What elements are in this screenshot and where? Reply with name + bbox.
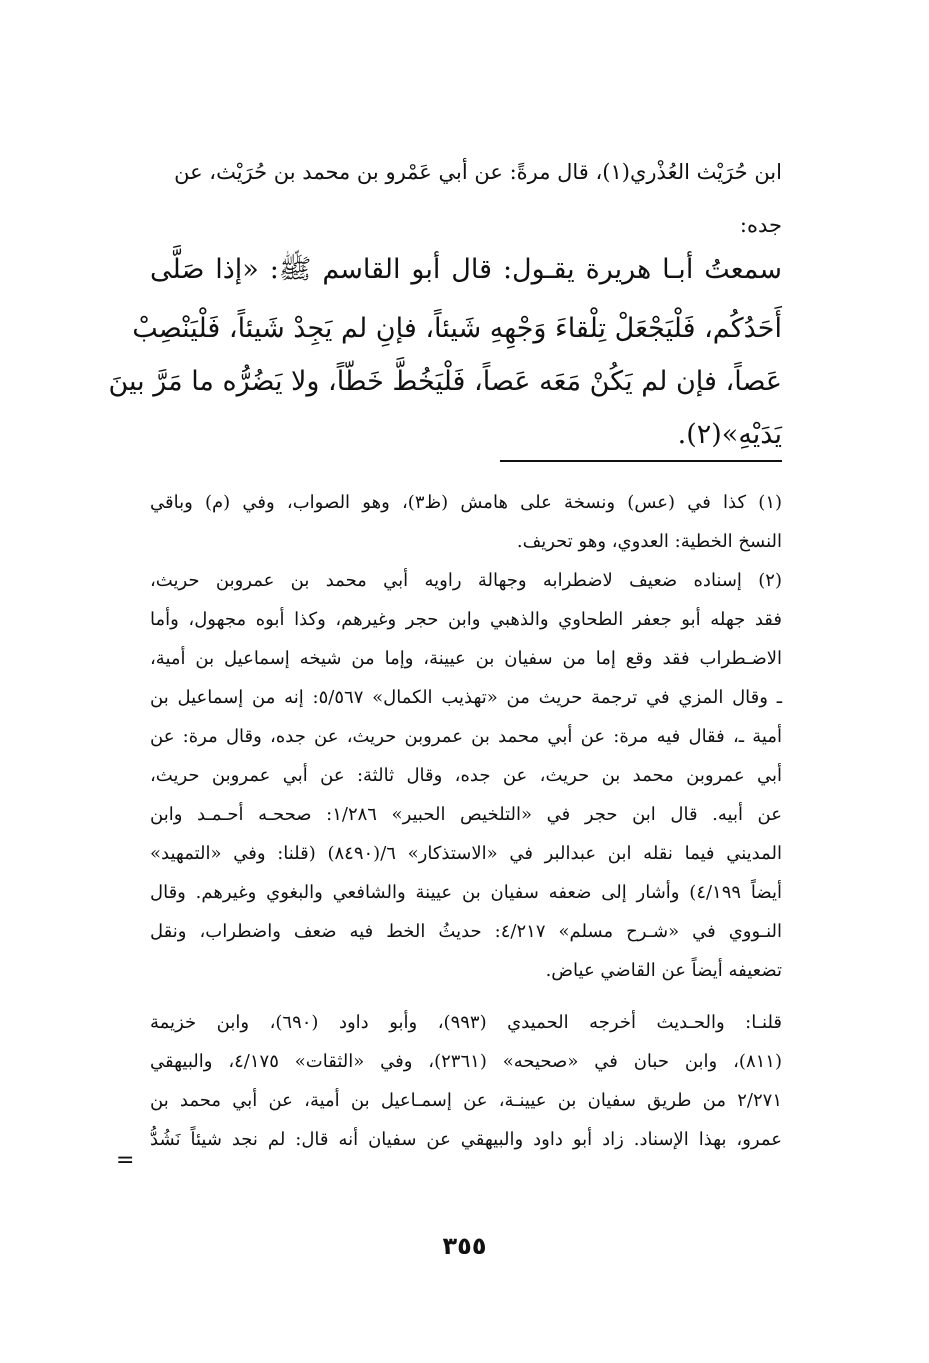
hadith-line-1: سمعتُ أبـا هريرة يقـول: قال أبو القاسم ﷺ: «إذا صَلَّى [150, 254, 782, 285]
footnote-line-17: عمرو، بهذا الإسناد. زاد أبو داود والبيهقي عن سفيان أنه قال: لم نجد شيئاً نَشُدُّ [150, 1129, 782, 1150]
footnote-line-3: (٢) إسناده ضعيف لاضطرابه وجهالة راويه أبي محمد بن عمروبن حريث، [150, 570, 782, 591]
page-number: ٣٥٥ [442, 1232, 487, 1260]
footnote-line-5: الاضـطراب فقد وقع إما من سفيان بن عيينة، وإما من شيخه إسماعيل بن أمية، [150, 648, 782, 669]
main-text-line-2: جده: [739, 213, 782, 237]
footnote-separator [500, 460, 782, 462]
footnote-line-4: فقد جهله أبو جعفر الطحاوي والذهبي وابن حجر وغيرهم، وكذا أبوه مجهول، وأما [150, 609, 782, 630]
footnote-line-14: قلنـا: والحـديث أخرجه الحميدي (٩٩٣)، وأبو داود (٦٩٠)، وابن خزيمة [150, 1012, 783, 1033]
continuation-mark: = [116, 1148, 135, 1173]
footnote-line-8: أبي عمروبن محمد بن حريث، عن جده، وقال ثالثة: عن أبي عمروبن حريث، [150, 765, 782, 786]
footnote-line-10: المديني فيما نقله ابن عبدالبر في «الاستذكار» ٦/(٨٤٩٠) (قلنا: وفي «التمهيد» [150, 843, 782, 864]
footnote-line-11: أيضاً ٤/١٩٩) وأشار إلى ضعفه سفيان بن عيينة والشافعي والبغوي وغيرهم. وقال [150, 882, 783, 903]
footnote-line-9: عن أبيه. قال ابن حجر في «التلخيص الحبير» ١/٢٨٦: صححـه أحـمـد وابن [150, 804, 782, 825]
footnote-line-1: (١) كذا في (عس) ونسخة على هامش (ظ٣)، وهو الصواب، وفي (م) وباقي [150, 492, 783, 513]
hadith-line-4: يَدَيْهِ»(٢). [677, 419, 782, 450]
hadith-line-3: عَصاً، فإن لم يَكُنْ مَعَه عَصاً، فَلْيَخُطَّ خَطّاً، ولا يَضُرُّه ما مَرَّ بينَ [108, 366, 782, 397]
footnote-line-6: ـ وقال المزي في ترجمة حريث من «تهذيب الكمال» ٥/٥٦٧: إنه من إسماعيل بن [150, 687, 782, 708]
footnote-line-16: ٢/٢٧١ من طريق سفيان بن عيينـة، عن إسمـاعيل بن أمية، عن أبي محمد بن [150, 1090, 782, 1111]
footnote-line-7: أمية ـ، فقال فيه مرة: عن أبي محمد بن عمروبن حريث، عن جده، وقال مرة: عن [150, 726, 782, 747]
footnote-line-13: تضعيفه أيضاً عن القاضي عياض. [545, 960, 782, 981]
main-text-line-1: ابن حُرَيْث العُذْري(١)، قال مرةً: عن أبي عَمْرو بن محمد بن حُرَيْث، عن [174, 160, 782, 184]
footnote-line-2: النسخ الخطية: العدوي، وهو تحريف. [516, 531, 782, 552]
hadith-line-2: أَحَدُكُم، فَلْيَجْعَلْ تِلْقاءَ وَجْهِهِ شَيئاً، فإنِ لم يَجِدْ شَيئاً، فَلْيَنْصِبْ [132, 313, 782, 344]
footnote-line-15: (٨١١)، وابن حبان في «صحيحه» (٢٣٦١)، وفي «الثقات» ٤/١٧٥، والبيهقي [150, 1051, 782, 1072]
footnote-line-12: النـووي في «شـرح مسلم» ٤/٢١٧: حديثُ الخط فيه ضعف واضطراب، ونقل [150, 921, 782, 942]
